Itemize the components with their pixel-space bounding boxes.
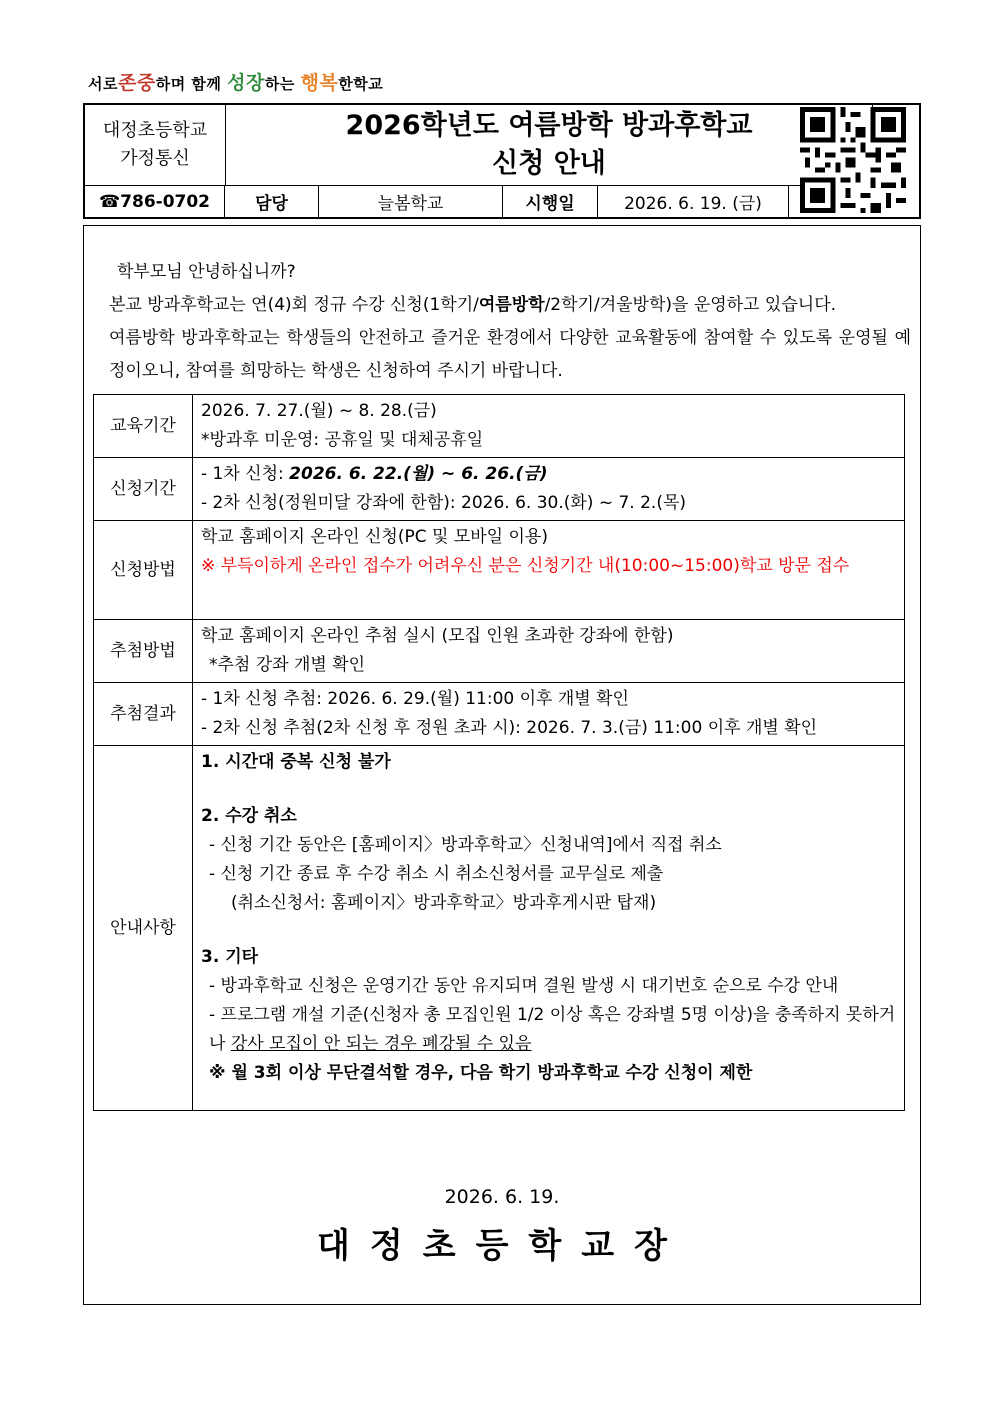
row-label: 교육기간: [94, 395, 193, 458]
text-span: 본교 방과후학교는 연(4)회 정규 수강 신청(1학기/: [109, 295, 479, 315]
text-line: ※ 부득이하게 온라인 접수가 어려우신 분은 신청기간 내(10:00~15:00)학교 방문 접수: [201, 556, 850, 576]
text-span: /2학기/겨울방학)을 운영하고 있습니다.: [544, 295, 837, 315]
motto-part: 행복: [300, 72, 339, 94]
text-span: - 1차 신청:: [201, 464, 290, 484]
intro-text: [93, 256, 911, 388]
text-span: - 프로그램 개설 기준(신청자 총 모집인원 1/2 이상 혹은 강좌별 5명 이상)을 충족하지 못하거나: [209, 1005, 896, 1054]
table-row: [94, 395, 905, 458]
page-title: [226, 105, 873, 186]
motto-part: 성장: [227, 72, 265, 94]
notice-body: [83, 225, 921, 1305]
text-line: - 신청 기간 동안은 [홈페이지〉방과후학교〉신청내역]에서 직접 취소: [209, 835, 722, 855]
header-info-row: [85, 186, 872, 217]
text-line: ※ 월 3회 이상 무단결석할 경우, 다음 학기 방과후학교 수강 신청이 제한: [209, 1063, 753, 1083]
row-label: 신청방법: [94, 521, 193, 620]
row-label: 추첨방법: [94, 620, 193, 683]
table-row: [94, 620, 905, 683]
motto-part: 존중: [117, 72, 156, 94]
row-value: [193, 521, 905, 620]
motto-part: 하며 함께: [155, 75, 222, 93]
text-span: 여름방학: [478, 295, 545, 315]
row-label: 추첨결과: [94, 683, 193, 746]
text-line: - 방과후학교 신청은 운영기간 동안 유지되며 결원 발생 시 대기번호 순으로 수강 안내: [209, 976, 839, 996]
title-line: 2026학년도 여름방학 방과후학교: [345, 110, 753, 141]
text-line: 학교 홈페이지 온라인 신청(PC 및 모바일 이용): [201, 527, 548, 547]
text-line: *추첨 강좌 개별 확인: [209, 655, 366, 675]
text-line: 2. 수강 취소: [201, 806, 297, 826]
phone-number: ☎786-0702: [85, 186, 225, 217]
intro-paragraph: 여름방학 방과후학교는 학생들의 안전하고 즐거운 환경에서 다양한 교육활동에 참여할 수 있도록 운영될 예정이오니, 참여를 희망하는 학생은 신청하여 주시기 바랍니다.: [109, 328, 911, 381]
newsletter-label: 가정통신: [120, 148, 190, 169]
motto-part: 하는: [264, 75, 295, 93]
motto-part: 서로: [88, 75, 118, 93]
school-cell: [85, 105, 226, 186]
table-row: [94, 521, 905, 620]
date-value: 2026. 6. 19. (금): [598, 186, 789, 217]
row-label: 신청기간: [94, 458, 193, 521]
text-line: [201, 1001, 896, 1059]
row-label: 안내사항: [94, 746, 193, 1111]
intro-paragraph: [93, 289, 911, 322]
text-line: 1. 시간대 중복 신청 불가: [201, 752, 391, 772]
info-table: [93, 394, 905, 1111]
row-value: [193, 746, 905, 1111]
school-name: 대정초등학교: [102, 120, 208, 141]
date-label: 시행일: [503, 186, 598, 217]
table-row: [94, 683, 905, 746]
text-line: - 2차 신청(정원미달 강좌에 한함): 2026. 6. 30.(화) ~ 7. 2.(목): [201, 493, 687, 513]
row-value: [193, 683, 905, 746]
manager-label: 담당: [225, 186, 319, 217]
title-line: 신청 안내: [492, 148, 606, 179]
school-motto: [88, 68, 383, 95]
text-span: 강사 모집이 안 되는 경우 폐강될 수 있음: [230, 1034, 532, 1054]
text-line: - 신청 기간 종료 후 수강 취소 시 취소신청서를 교무실로 제출: [209, 864, 664, 884]
row-value: [193, 620, 905, 683]
text-line: - 1차 신청 추첨: 2026. 6. 29.(월) 11:00 이후 개별 확인: [201, 689, 629, 709]
text-span: 2026. 6. 22.(월) ~ 6. 26.(금): [289, 464, 548, 484]
row-value: [193, 395, 905, 458]
principal-signature: 대정초등학교장: [317, 1226, 687, 1266]
motto-part: 한학교: [338, 75, 384, 93]
text-line: 학교 홈페이지 온라인 추첨 실시 (모집 인원 초과한 강좌에 한함): [201, 626, 674, 646]
row-value: [193, 458, 905, 521]
header-table: [83, 103, 921, 219]
table-row: [94, 458, 905, 521]
table-row: [94, 746, 905, 1111]
text-line: 3. 기타: [201, 947, 259, 967]
text-line: - 2차 신청 추첨(2차 신청 후 정원 초과 시): 2026. 7. 3.(금) 11:00 이후 개별 확인: [201, 718, 818, 738]
text-line: 2026. 7. 27.(월) ~ 8. 28.(금): [201, 401, 437, 421]
issue-date: 2026. 6. 19.: [444, 1186, 560, 1208]
text-line: [201, 460, 896, 489]
text-line: (취소신청서: 홈페이지〉방과후학교〉방과후게시판 탑재): [231, 893, 657, 913]
greeting: 학부모님 안녕하십니까?: [117, 262, 296, 282]
text-line: *방과후 미운영: 공휴일 및 대체공휴일: [201, 430, 484, 450]
manager-value: 늘봄학교: [319, 186, 503, 217]
